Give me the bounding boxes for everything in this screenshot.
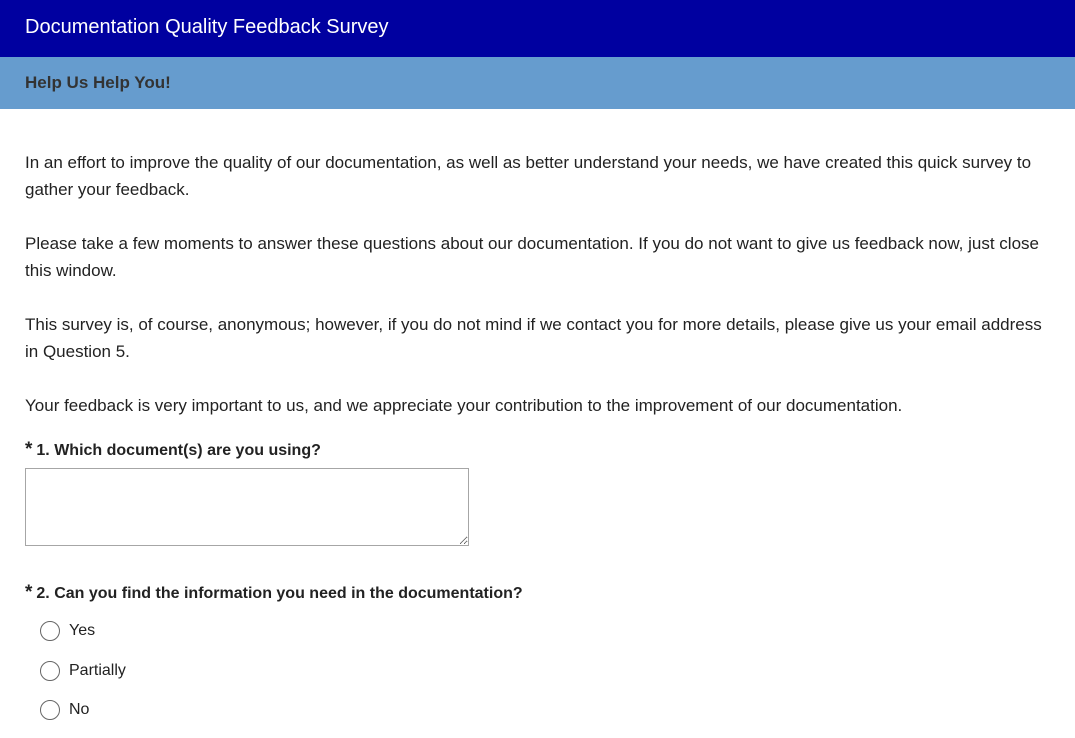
option-no-label[interactable]: No <box>69 701 90 718</box>
question-1-label <box>25 439 321 461</box>
radio-button[interactable] <box>40 661 60 681</box>
required-marker: * <box>25 582 33 603</box>
section-banner <box>0 57 1075 109</box>
radio-button[interactable] <box>40 700 60 720</box>
required-marker: * <box>25 439 33 460</box>
option-yes[interactable] <box>40 619 95 643</box>
option-yes-label[interactable]: Yes <box>69 622 96 639</box>
radio-button[interactable] <box>40 621 60 641</box>
option-no[interactable] <box>40 698 89 722</box>
question-1-answer-field[interactable] <box>25 468 469 546</box>
question-2-text: 2. Can you find the information you need in the documentation? <box>36 585 523 602</box>
intro-paragraph: This survey is, of course, anonymous; however, if you do not mind if we contact you for more details, please give us your email address in Question 5. <box>25 315 1042 361</box>
survey-header <box>0 0 1075 57</box>
option-partially[interactable] <box>40 659 126 683</box>
question-2-label <box>25 582 523 604</box>
intro-paragraph: In an effort to improve the quality of our documentation, as well as better understand your needs, we have created this quick survey to gather your feedback. <box>25 153 1032 199</box>
section-title: Help Us Help You! <box>25 73 171 92</box>
intro-paragraph: Please take a few moments to answer these questions about our documentation. If you do not want to give us feedback now, just close this window. <box>25 234 1039 280</box>
intro-text <box>25 149 1050 419</box>
survey-title: Documentation Quality Feedback Survey <box>25 16 389 38</box>
intro-paragraph: Your feedback is very important to us, and we appreciate your contribution to the improvement of our documentation. <box>25 396 903 415</box>
option-partially-label[interactable]: Partially <box>69 662 126 679</box>
question-1-text: 1. Which document(s) are you using? <box>36 442 321 459</box>
